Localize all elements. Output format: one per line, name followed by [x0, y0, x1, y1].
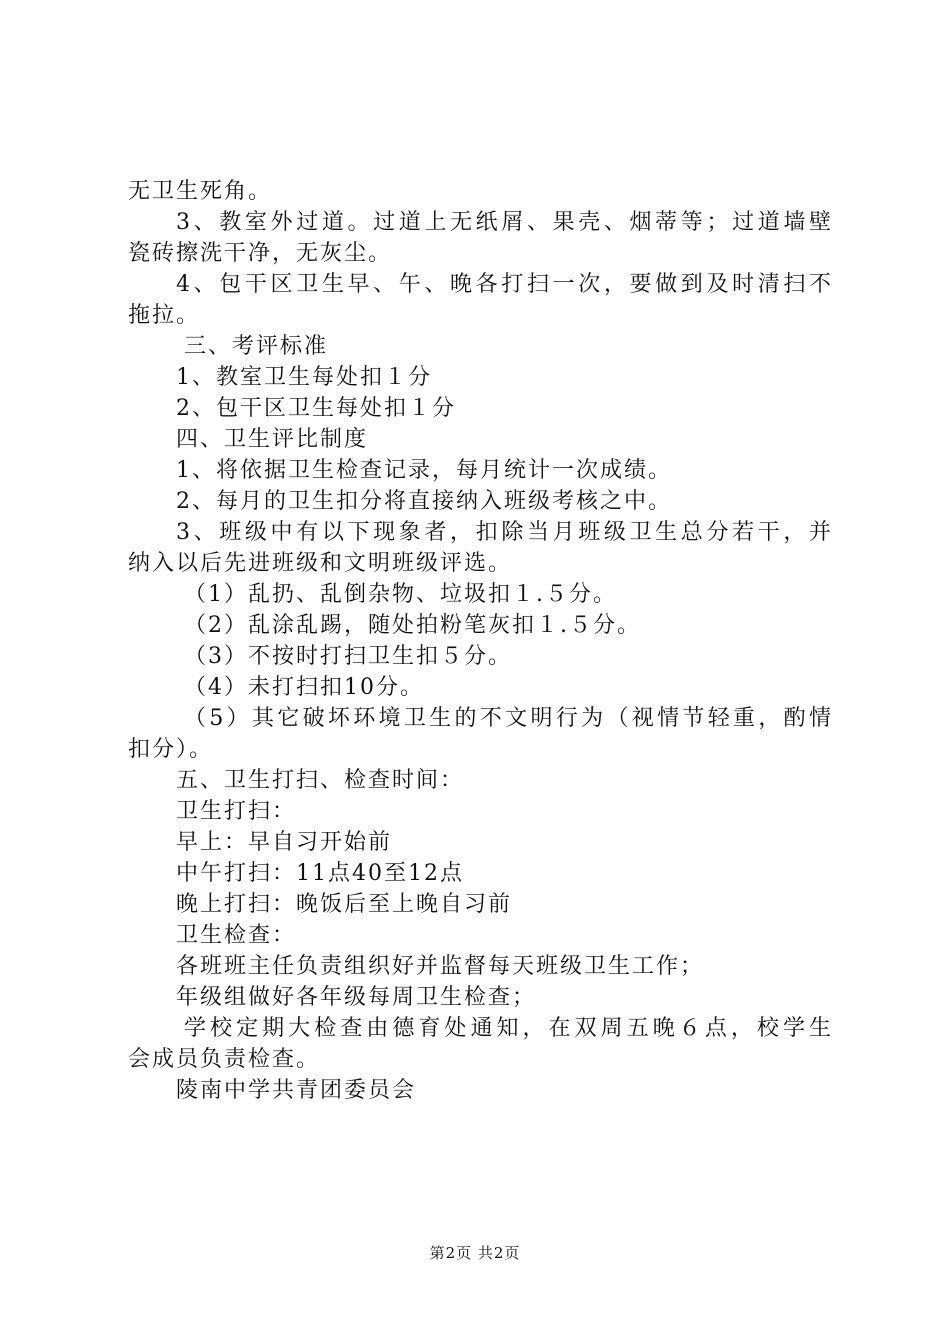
- text-line: 1、教室卫生每处扣１分: [176, 365, 432, 390]
- document-body: [128, 176, 833, 1106]
- text-line: 2、包干区卫生每处扣１分: [176, 396, 456, 421]
- signature-line: 陵南中学共青团委员会: [176, 1078, 417, 1103]
- text-line: 会成员负责检查。: [128, 1047, 321, 1072]
- text-line: 卫生检查：: [176, 923, 297, 948]
- text-line: 扣分）。: [128, 737, 214, 762]
- list-item: （2）乱涂乱踢，随处拍粉笔灰扣１.５分。: [184, 613, 641, 638]
- text-line: 无卫生死角。: [128, 179, 273, 204]
- text-line: 3、教室外过道。过道上无纸屑、果壳、烟蒂等；过道墙壁: [176, 210, 833, 235]
- text-line: 纳入以后先进班级和文明班级评选。: [128, 551, 513, 576]
- text-line: 晚上打扫：晚饭后至上晚自习前: [176, 892, 513, 917]
- text-line: 早上：早自习开始前: [176, 830, 393, 855]
- text-line: 2、每月的卫生扣分将直接纳入班级考核之中。: [176, 489, 672, 514]
- text-line: 4、包干区卫生早、午、晚各打扫一次，要做到及时清扫不: [176, 272, 833, 297]
- text-line: 各班班主任负责组织好并监督每天班级卫生工作；: [176, 954, 705, 979]
- section-heading: 三、考评标准: [184, 334, 329, 359]
- list-item: （1）乱扔、乱倒杂物、垃圾扣１.５分。: [184, 582, 617, 607]
- text-line: 瓷砖擦洗干净，无灰尘。: [128, 241, 393, 266]
- text-line: 卫生打扫：: [176, 799, 297, 824]
- text-line: 学校定期大检查由德育处通知，在双周五晚６点，校学生: [184, 1016, 833, 1041]
- list-item: （4）未打扫扣10分。: [184, 675, 424, 700]
- list-item: （3）不按时打扫卫生扣５分。: [184, 644, 512, 669]
- text-line: 拖拉。: [128, 303, 201, 328]
- text-line: 年级组做好各年级每周卫生检查；: [176, 985, 537, 1010]
- list-item: （5）其它破坏环境卫生的不文明行为（视情节轻重，酌情: [184, 706, 833, 731]
- text-line: 3、班级中有以下现象者，扣除当月班级卫生总分若干，并: [176, 520, 833, 545]
- text-line: 中午打扫：11点40至12点: [176, 861, 464, 886]
- page-footer: 第2页 共2页: [429, 1244, 521, 1262]
- section-heading: 四、卫生评比制度: [176, 427, 369, 452]
- section-heading: 五、卫生打扫、检查时间：: [176, 768, 465, 793]
- text-line: 1、将依据卫生检查记录，每月统计一次成绩。: [176, 458, 672, 483]
